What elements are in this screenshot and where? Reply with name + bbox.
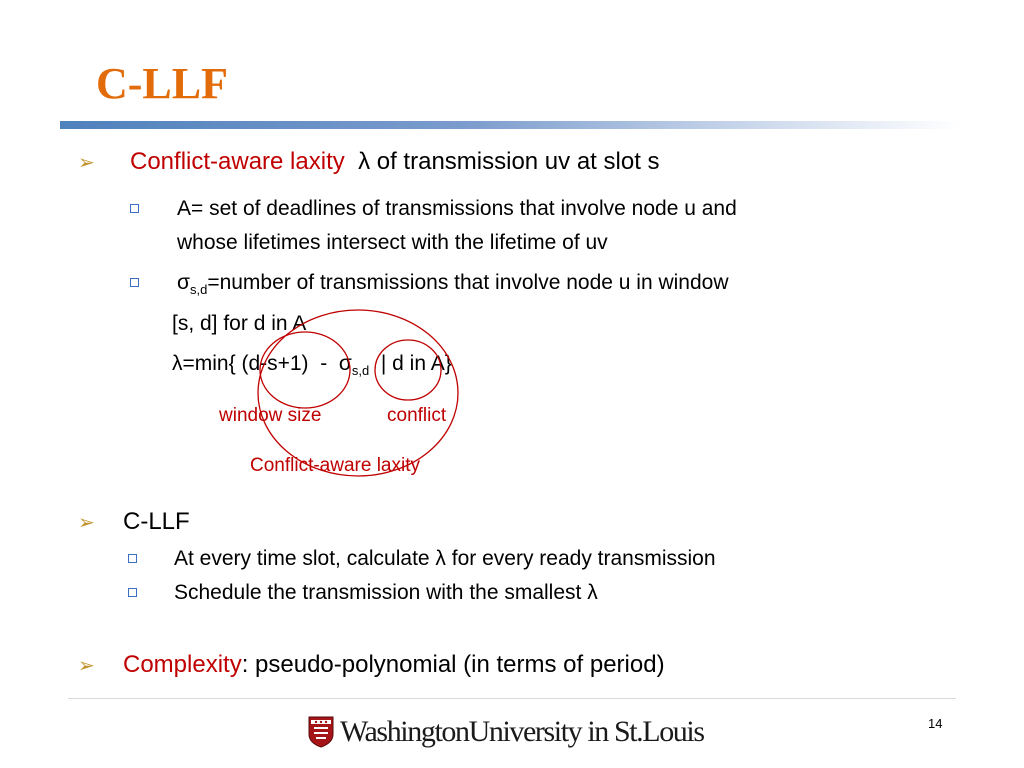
slide-title: C-LLF bbox=[96, 59, 228, 108]
conflict-aware-laxity-term: Conflict-aware laxity bbox=[130, 148, 345, 175]
conflict-label: conflict bbox=[387, 405, 447, 426]
footer-divider bbox=[68, 698, 956, 699]
square-bullet-icon bbox=[128, 554, 137, 563]
lambda-symbol: λ bbox=[358, 148, 371, 175]
formula-subscript: s,d bbox=[351, 363, 370, 378]
university-name: WashingtonUniversity in St.Louis bbox=[340, 715, 704, 748]
sigma-symbol: σ bbox=[177, 271, 190, 294]
formula-sigma: σ bbox=[338, 352, 352, 375]
complexity-term: Complexity bbox=[123, 651, 242, 678]
conflict-ellipse bbox=[375, 340, 441, 400]
sigma-subscript: s,d bbox=[189, 282, 208, 297]
sub-bullet-2-rest: =number of transmissions that involve node u in window bbox=[207, 271, 729, 294]
university-logo bbox=[308, 712, 704, 752]
conflict-aware-laxity-label: Conflict-aware laxity bbox=[250, 455, 420, 476]
bullet-3-rest: : pseudo-polynomial (in terms of period) bbox=[241, 651, 665, 678]
formula-prefix: λ=min{ (d-s+1) - bbox=[172, 352, 339, 375]
formula-suffix: | d in A} bbox=[369, 352, 452, 375]
sub-bullet-3-text: At every time slot, calculate λ for every ready transmission bbox=[174, 547, 716, 570]
page-number: 14 bbox=[928, 716, 943, 731]
window-size-ellipse bbox=[260, 332, 350, 408]
bullet-arrow-icon: ➢ bbox=[78, 512, 95, 534]
sub-bullet-1-line-1: A= set of deadlines of transmissions that involve node u and bbox=[177, 197, 737, 220]
university-shield-icon bbox=[308, 716, 334, 748]
bullet-2-text: C-LLF bbox=[123, 508, 190, 535]
sub-bullet-2-continuation: [s, d] for d in A bbox=[172, 312, 307, 335]
sub-bullet-4-text: Schedule the transmission with the smallest λ bbox=[174, 581, 598, 604]
bullet-3-text bbox=[123, 653, 665, 677]
window-size-label: window size bbox=[219, 405, 322, 426]
bullet-1-rest: of transmission uv at slot s bbox=[376, 148, 660, 175]
sub-bullet-1-line-2: whose lifetimes intersect with the lifetime of uv bbox=[177, 231, 608, 254]
bullet-arrow-icon: ➢ bbox=[78, 152, 95, 174]
bullet-arrow-icon: ➢ bbox=[78, 655, 95, 677]
square-bullet-icon bbox=[128, 588, 137, 597]
